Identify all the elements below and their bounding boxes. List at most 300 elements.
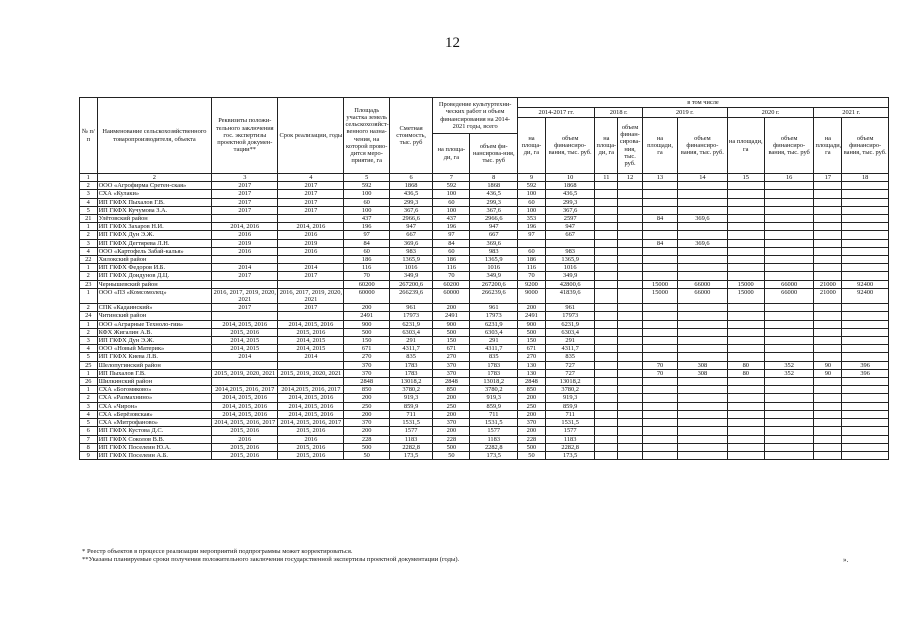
table-cell: 6231,9 — [545, 320, 595, 328]
table-cell — [764, 256, 814, 264]
table-cell: 835 — [470, 353, 518, 361]
table-cell: 299,3 — [470, 198, 518, 206]
table-row — [80, 223, 889, 231]
table-cell: 1577 — [470, 427, 518, 435]
table-cell: 1365,9 — [545, 256, 595, 264]
table-cell: 84 — [642, 239, 677, 247]
table-cell: 130 — [518, 369, 546, 377]
table-cell — [814, 402, 842, 410]
table-cell — [618, 320, 643, 328]
table-cell: 70 — [344, 272, 389, 280]
header-area: Площадь участка земель сельскохозяйст-венного назна-чения, на которой прово-дится меро-приятие, га — [344, 98, 389, 174]
table-cell: 1016 — [545, 264, 595, 272]
table-cell — [764, 427, 814, 435]
table-cell — [595, 337, 618, 345]
table-cell — [595, 280, 618, 288]
table-cell — [642, 320, 677, 328]
table-cell — [678, 320, 728, 328]
table-cell: 2597 — [545, 215, 595, 223]
table-cell — [727, 435, 764, 443]
table-cell: 100 — [518, 190, 546, 198]
table-cell — [842, 231, 889, 239]
table-cell — [842, 402, 889, 410]
table-cell: 6231,9 — [389, 320, 432, 328]
table-cell: 200 — [433, 427, 470, 435]
header-cost: Сметная стоимость, тыс. руб — [389, 98, 432, 174]
table-cell — [764, 394, 814, 402]
district-row — [80, 256, 889, 264]
table-cell: 173,5 — [470, 451, 518, 459]
table-cell: 1868 — [389, 182, 432, 190]
table-cell: 2015, 2016 — [212, 427, 278, 435]
table-cell: 4 — [80, 247, 98, 255]
table-cell: 100 — [518, 206, 546, 214]
table-cell: 291 — [545, 337, 595, 345]
table-cell: 6303,4 — [545, 328, 595, 336]
table-cell: 250 — [344, 402, 389, 410]
table-cell — [678, 402, 728, 410]
table-cell: 900 — [433, 320, 470, 328]
table-cell: 291 — [389, 337, 432, 345]
table-cell: 1 — [80, 264, 98, 272]
table-cell: 200 — [518, 304, 546, 312]
table-cell — [814, 410, 842, 418]
table-cell — [764, 443, 814, 451]
table-cell — [678, 337, 728, 345]
table-cell — [764, 239, 814, 247]
table-cell — [764, 402, 814, 410]
footnote-2: **Указаны планируемые сроки получения положительного заключения государственной экспертизы проектной документации (годы). — [82, 556, 460, 563]
table-cell: 835 — [545, 353, 595, 361]
table-cell — [678, 247, 728, 255]
table-cell: 100 — [344, 206, 389, 214]
table-cell: 2 — [80, 272, 98, 280]
table-row — [80, 402, 889, 410]
table-cell: 1183 — [470, 435, 518, 443]
table-cell: 2014, 2015 — [212, 345, 278, 353]
table-cell: 671 — [433, 345, 470, 353]
table-cell — [618, 231, 643, 239]
table-cell: 1 — [80, 320, 98, 328]
table-cell: 2848 — [433, 378, 470, 386]
table-cell — [618, 386, 643, 394]
table-cell: ООО «Новый Материк» — [97, 345, 212, 353]
table-cell — [642, 272, 677, 280]
table-cell: 2014, 2015, 2016 — [212, 320, 278, 328]
table-cell — [278, 256, 344, 264]
table-cell: 2017 — [278, 272, 344, 280]
header-fin-2: объем финан-сирова-ния, тыс. руб. — [618, 118, 643, 174]
table-cell: 7 — [80, 435, 98, 443]
table-cell: 60000 — [344, 288, 389, 303]
table-cell — [814, 345, 842, 353]
table-cell — [595, 443, 618, 451]
table-cell: 1577 — [545, 427, 595, 435]
table-cell — [678, 223, 728, 231]
table-cell: 961 — [389, 304, 432, 312]
table-cell: 1783 — [389, 369, 432, 377]
table-cell: ИП ГКФХ Кустова Д.С. — [97, 427, 212, 435]
financing-table — [79, 97, 889, 460]
table-cell — [618, 312, 643, 320]
table-cell: 80 — [727, 369, 764, 377]
table-cell — [842, 337, 889, 345]
table-cell — [678, 443, 728, 451]
table-cell — [618, 190, 643, 198]
table-cell — [618, 223, 643, 231]
table-cell — [814, 223, 842, 231]
table-cell: 66000 — [678, 288, 728, 303]
table-cell — [618, 402, 643, 410]
table-cell: 116 — [344, 264, 389, 272]
table-cell: 2491 — [344, 312, 389, 320]
table-cell — [618, 394, 643, 402]
table-cell: 667 — [545, 231, 595, 239]
table-cell: 228 — [518, 435, 546, 443]
table-cell: 66000 — [764, 280, 814, 288]
table-cell: 436,5 — [470, 190, 518, 198]
table-cell — [814, 239, 842, 247]
table-cell: 711 — [389, 410, 432, 418]
column-number: 10 — [545, 174, 595, 182]
table-cell — [678, 272, 728, 280]
table-cell: 2 — [80, 231, 98, 239]
table-cell: 2015, 2016 — [212, 443, 278, 451]
table-cell — [764, 182, 814, 190]
district-row — [80, 215, 889, 223]
table-cell — [595, 215, 618, 223]
table-cell — [727, 353, 764, 361]
table-cell: 60000 — [433, 288, 470, 303]
table-cell — [764, 386, 814, 394]
table-cell: 2019 — [278, 239, 344, 247]
table-cell: 961 — [470, 304, 518, 312]
table-cell: ИП ГКФХ Кучумова З.А. — [97, 206, 212, 214]
table-cell — [764, 337, 814, 345]
table-cell — [842, 223, 889, 231]
table-cell: 1783 — [470, 361, 518, 369]
table-cell — [842, 419, 889, 427]
table-cell — [618, 353, 643, 361]
table-cell — [764, 198, 814, 206]
table-cell — [764, 272, 814, 280]
table-cell — [595, 272, 618, 280]
table-cell — [814, 378, 842, 386]
table-cell: 5 — [80, 206, 98, 214]
table-cell — [727, 328, 764, 336]
table-cell: 370 — [518, 419, 546, 427]
table-cell: 370 — [433, 361, 470, 369]
table-cell — [212, 215, 278, 223]
table-cell: Чернышевский район — [97, 280, 212, 288]
table-cell: ИП ГКФХ Поселеин Ю.А. — [97, 443, 212, 451]
column-number: 9 — [518, 174, 546, 182]
table-cell — [618, 369, 643, 377]
table-cell: ИП ГКФХ Федоров И.Б. — [97, 264, 212, 272]
table-cell: ООО «Агрофирма Сретен-ская» — [97, 182, 212, 190]
header-period-2020: 2020 г. — [727, 108, 814, 118]
table-cell — [678, 353, 728, 361]
table-cell: 66000 — [764, 288, 814, 303]
table-row — [80, 443, 889, 451]
table-cell — [642, 328, 677, 336]
table-cell — [814, 312, 842, 320]
table-cell: 9 — [80, 451, 98, 459]
table-cell — [727, 337, 764, 345]
table-cell: 200 — [433, 410, 470, 418]
table-cell: 592 — [518, 182, 546, 190]
table-cell: 2966,6 — [389, 215, 432, 223]
table-cell — [278, 215, 344, 223]
table-cell: 8 — [80, 443, 98, 451]
table-cell: 367,6 — [545, 206, 595, 214]
table-cell: 13018,2 — [389, 378, 432, 386]
table-cell — [814, 394, 842, 402]
table-cell: 2491 — [433, 312, 470, 320]
header-no: № п/п — [80, 98, 98, 174]
table-cell: 4 — [80, 410, 98, 418]
table-cell: 2017 — [212, 182, 278, 190]
table-cell — [545, 239, 595, 247]
table-cell: 2015, 2019, 2020, 2021 — [278, 369, 344, 377]
table-cell: 500 — [518, 328, 546, 336]
table-cell: 3780,2 — [470, 386, 518, 394]
table-cell — [618, 215, 643, 223]
table-cell — [595, 190, 618, 198]
header-period-2018: 2018 г. — [595, 108, 643, 118]
table-cell — [842, 451, 889, 459]
table-cell — [212, 280, 278, 288]
table-cell — [678, 386, 728, 394]
table-cell: 3780,2 — [545, 386, 595, 394]
table-cell — [642, 206, 677, 214]
table-cell — [727, 239, 764, 247]
table-cell — [595, 304, 618, 312]
header-name: Наименование сельскохозяйственного товаропроизводителя, объекта — [97, 98, 212, 174]
table-cell: 2014 — [212, 264, 278, 272]
table-cell: 3 — [80, 239, 98, 247]
table-cell: 1531,5 — [545, 419, 595, 427]
table-cell — [727, 198, 764, 206]
table-cell: Читинский район — [97, 312, 212, 320]
table-cell — [678, 427, 728, 435]
table-cell — [595, 247, 618, 255]
table-cell: 2015, 2016 — [212, 328, 278, 336]
table-row — [80, 239, 889, 247]
table-cell — [764, 206, 814, 214]
table-cell — [842, 264, 889, 272]
table-cell: 919,3 — [470, 394, 518, 402]
table-cell — [595, 239, 618, 247]
table-cell — [814, 419, 842, 427]
table-cell: Шелопугинский район — [97, 361, 212, 369]
table-cell — [642, 337, 677, 345]
table-cell: 2016 — [212, 231, 278, 239]
header-period-2019: 2019 г. — [642, 108, 727, 118]
table-cell: 60200 — [344, 280, 389, 288]
table-cell — [642, 419, 677, 427]
table-cell — [642, 264, 677, 272]
table-cell — [842, 427, 889, 435]
table-cell: 6231,9 — [470, 320, 518, 328]
table-cell: 200 — [518, 410, 546, 418]
table-cell — [764, 328, 814, 336]
table-cell: 2014, 2015, 2016 — [212, 402, 278, 410]
column-number: 8 — [470, 174, 518, 182]
table-cell: 2017 — [278, 190, 344, 198]
table-cell — [678, 256, 728, 264]
table-cell: 671 — [518, 345, 546, 353]
table-cell: 437 — [433, 215, 470, 223]
table-cell: 859,9 — [389, 402, 432, 410]
table-cell: 2016 — [278, 231, 344, 239]
table-cell — [814, 451, 842, 459]
table-cell — [678, 419, 728, 427]
table-cell — [642, 190, 677, 198]
header-fin-4: объем финансиро-вания, тыс. руб — [764, 118, 814, 174]
table-cell: 1183 — [389, 435, 432, 443]
column-number: 11 — [595, 174, 618, 182]
table-cell: 2 — [80, 394, 98, 402]
table-cell — [618, 427, 643, 435]
table-cell — [727, 410, 764, 418]
table-cell: 196 — [344, 223, 389, 231]
table-cell — [764, 264, 814, 272]
table-cell — [764, 215, 814, 223]
table-cell — [764, 312, 814, 320]
table-cell — [814, 198, 842, 206]
table-cell: 369,6 — [470, 239, 518, 247]
table-cell: 60 — [433, 198, 470, 206]
table-cell: 4311,7 — [389, 345, 432, 353]
table-cell — [278, 280, 344, 288]
table-cell — [618, 288, 643, 303]
table-cell: 2017 — [212, 272, 278, 280]
table-cell — [814, 256, 842, 264]
table-row — [80, 182, 889, 190]
table-cell — [678, 328, 728, 336]
table-cell — [727, 427, 764, 435]
table-row — [80, 198, 889, 206]
table-cell: 947 — [545, 223, 595, 231]
table-cell — [642, 353, 677, 361]
table-cell: 2 — [80, 304, 98, 312]
table-cell — [764, 419, 814, 427]
table-cell: ИП ГКФХ Дун Э.Ж. — [97, 337, 212, 345]
table-cell: СХА «Берёзовская» — [97, 410, 212, 418]
table-cell — [595, 206, 618, 214]
table-cell: 196 — [518, 223, 546, 231]
table-cell — [727, 247, 764, 255]
table-cell: 22 — [80, 256, 98, 264]
table-cell: 2014, 2016 — [212, 223, 278, 231]
table-cell: 50 — [433, 451, 470, 459]
table-cell — [595, 410, 618, 418]
table-cell — [764, 247, 814, 255]
table-row — [80, 231, 889, 239]
table-cell: 2848 — [518, 378, 546, 386]
table-cell: 130 — [518, 361, 546, 369]
table-cell: 173,5 — [389, 451, 432, 459]
district-row — [80, 280, 889, 288]
header-fin-5: объем финансиро-вания, тыс. руб. — [842, 118, 889, 174]
table-row — [80, 435, 889, 443]
table-cell: 42800,6 — [545, 280, 595, 288]
table-cell — [842, 272, 889, 280]
table-cell: 41839,6 — [545, 288, 595, 303]
table-cell: 2014, 2015, 2016 — [278, 320, 344, 328]
table-cell — [595, 256, 618, 264]
table-cell: 84 — [344, 239, 389, 247]
table-cell — [278, 378, 344, 386]
table-cell — [814, 182, 842, 190]
table-cell: 4311,7 — [545, 345, 595, 353]
table-cell: 186 — [433, 256, 470, 264]
table-cell — [595, 369, 618, 377]
table-cell — [727, 264, 764, 272]
table-cell — [642, 198, 677, 206]
table-row — [80, 272, 889, 280]
table-row — [80, 353, 889, 361]
table-cell: 60 — [344, 247, 389, 255]
table-cell — [595, 320, 618, 328]
table-row — [80, 328, 889, 336]
header-fin-1: объем финансиро-вания, тыс. руб. — [545, 118, 595, 174]
table-cell: 850 — [518, 386, 546, 394]
table-row — [80, 206, 889, 214]
table-cell: 100 — [433, 206, 470, 214]
table-cell: 919,3 — [545, 394, 595, 402]
table-cell — [727, 206, 764, 214]
closing-quote-mark: ». — [843, 556, 849, 564]
table-row — [80, 419, 889, 427]
table-cell: 2016 — [212, 435, 278, 443]
table-cell: 2017 — [212, 304, 278, 312]
header-area-4: на площади, га — [727, 118, 764, 174]
table-row — [80, 345, 889, 353]
table-cell — [727, 182, 764, 190]
table-cell: 97 — [433, 231, 470, 239]
table-cell — [642, 223, 677, 231]
table-cell — [842, 435, 889, 443]
table-cell — [842, 256, 889, 264]
table-cell: 21000 — [814, 288, 842, 303]
table-cell: 3 — [80, 190, 98, 198]
table-cell: ИП ГКФХ Дегтярева Л.Н. — [97, 239, 212, 247]
table-cell: 200 — [518, 427, 546, 435]
table-cell — [595, 264, 618, 272]
table-cell: 90 — [814, 361, 842, 369]
table-cell: 4311,7 — [470, 345, 518, 353]
table-cell: 2017 — [278, 206, 344, 214]
table-cell — [518, 239, 546, 247]
table-cell — [678, 378, 728, 386]
table-cell: СПК «Кадаинский» — [97, 304, 212, 312]
table-cell: 270 — [433, 353, 470, 361]
table-cell: 2014, 2015 — [278, 337, 344, 345]
table-cell — [727, 402, 764, 410]
table-cell: 150 — [433, 337, 470, 345]
table-cell — [727, 223, 764, 231]
table-cell: 266239,6 — [389, 288, 432, 303]
table-cell: 100 — [433, 190, 470, 198]
header-including: в том числе — [518, 98, 889, 108]
table-cell — [678, 231, 728, 239]
table-cell: 370 — [433, 419, 470, 427]
table-cell — [814, 443, 842, 451]
table-cell: 200 — [518, 394, 546, 402]
table-cell: 4 — [80, 198, 98, 206]
